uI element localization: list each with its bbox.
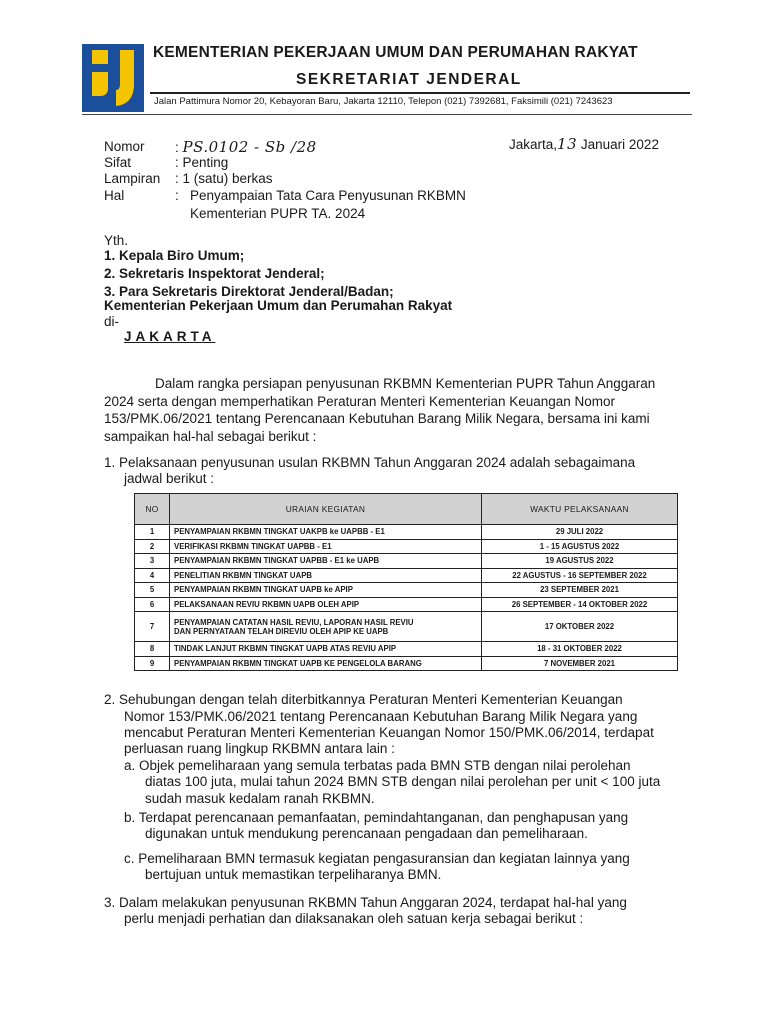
- addressee-4: Kementerian Pekerjaan Umum dan Perumahan Rakyat: [104, 298, 453, 313]
- row-activity: TINDAK LANJUT RKBMN TINGKAT UAPB ATAS REVIU APIP: [170, 642, 482, 657]
- point2-line-3: mencabut Peraturan Menteri Kementerian Keuangan Nomor 150/PMK.06/2014, terdapat: [124, 725, 654, 740]
- row-time: 7 NOVEMBER 2021: [482, 656, 678, 671]
- header-activity: URAIAN KEGIATAN: [170, 494, 482, 525]
- point2c-line-1: c. Pemeliharaan BMN termasuk kegiatan pengasuransian dan kegiatan lainnya yang: [124, 851, 630, 866]
- yth: Yth.: [104, 233, 129, 248]
- row-no: 4: [135, 568, 170, 583]
- header-no: NO: [135, 494, 170, 525]
- office-address: Jalan Pattimura Nomor 20, Kebayoran Baru, Jakarta 12110, Telepon (021) 7392681, Faksimili (021) 7243623: [154, 96, 613, 107]
- ministry-name: KEMENTERIAN PEKERJAAN UMUM DAN PERUMAHAN RAKYAT: [153, 44, 638, 61]
- intro-line-4: sampaikan hal-hal sebagai berikut :: [104, 429, 317, 444]
- schedule-table: [134, 493, 678, 671]
- hal-label: Hal: [104, 188, 125, 203]
- table-row: [135, 525, 678, 540]
- table-row: [135, 583, 678, 598]
- row-activity: PENYAMPAIAN RKBMN TINGKAT UAPBB - E1 ke UAPB: [170, 554, 482, 569]
- row-no: 9: [135, 656, 170, 671]
- letterhead-divider: [82, 114, 692, 115]
- unit-name: SEKRETARIAT JENDERAL: [296, 71, 522, 88]
- row-activity-line-1: PENYAMPAIAN CATATAN HASIL REVIU, LAPORAN HASIL REVIU: [174, 617, 414, 627]
- row-activity: PELAKSANAAN REVIU RKBMN UAPB OLEH APIP: [170, 597, 482, 612]
- addressee-2: 2. Sekretaris Inspektorat Jenderal;: [104, 266, 325, 281]
- hal-line-1: Penyampaian Tata Cara Penyusunan RKBMN: [190, 188, 466, 203]
- row-no: 1: [135, 525, 170, 540]
- table-header-row: [135, 494, 678, 525]
- row-activity: [170, 612, 482, 642]
- row-no: 2: [135, 539, 170, 554]
- addressee-3: 3. Para Sekretaris Direktorat Jenderal/Badan;: [104, 284, 394, 299]
- sifat-label: Sifat: [104, 155, 132, 170]
- point2a-line-3: sudah masuk kedalam ranah RKBMN.: [145, 791, 375, 806]
- point1-line-2: jadwal berikut :: [124, 471, 215, 486]
- intro-line-1: Dalam rangka persiapan penyusunan RKBMN Kementerian PUPR Tahun Anggaran: [155, 376, 656, 391]
- point2b-line-1: b. Terdapat perencanaan pemanfaatan, pemindahtanganan, dan penghapusan yang: [124, 810, 629, 825]
- point2a-line-2: diatas 100 juta, mulai tahun 2024 BMN STB dengan nilai perolehan per unit < 100 juta: [145, 774, 661, 789]
- date-month-year: Januari 2022: [580, 137, 659, 152]
- intro-line-2: 2024 serta dengan memperhatikan Peraturan Menteri Kementerian Keuangan Nomor: [104, 394, 616, 409]
- table-row: [135, 597, 678, 612]
- row-time: 29 JULI 2022: [482, 525, 678, 540]
- row-time: 23 SEPTEMBER 2021: [482, 583, 678, 598]
- row-no: 8: [135, 642, 170, 657]
- pupr-logo: [82, 44, 144, 112]
- header-time: WAKTU PELAKSANAAN: [482, 494, 678, 525]
- point2a-line-1: a. Objek pemeliharaan yang semula terbatas pada BMN STB dengan nilai perolehan: [124, 758, 631, 773]
- table-row: [135, 656, 678, 671]
- row-time: 18 - 31 OKTOBER 2022: [482, 642, 678, 657]
- table-row: [135, 568, 678, 583]
- row-no: 3: [135, 554, 170, 569]
- row-activity: PENYAMPAIAN RKBMN TINGKAT UAPB KE PENGELOLA BARANG: [170, 656, 482, 671]
- nomor-value: PS.0102 - Sb /28: [182, 138, 317, 156]
- table-row: [135, 554, 678, 569]
- row-time: 1 - 15 AGUSTUS 2022: [482, 539, 678, 554]
- row-time: 22 AGUSTUS - 16 SEPTEMBER 2022: [482, 568, 678, 583]
- point3-line-1: 3. Dalam melakukan penyusunan RKBMN Tahun Anggaran 2024, terdapat hal-hal yang: [104, 895, 627, 910]
- row-activity: PENELITIAN RKBMN TINGKAT UAPB: [170, 568, 482, 583]
- sifat-value: : Penting: [175, 155, 229, 170]
- intro-line-3: 153/PMK.06/2021 tentang Perencanaan Kebutuhan Barang Milik Negara, bersama ini kami: [104, 411, 650, 426]
- row-activity: PENYAMPAIAN RKBMN TINGKAT UAPB ke APIP: [170, 583, 482, 598]
- di-label: di-: [104, 314, 120, 329]
- date-day: 13: [557, 135, 578, 153]
- hal-colon: :: [175, 188, 179, 203]
- point2b-line-2: digunakan untuk mendukung perencanaan pengadaan dan pemeliharaan.: [145, 826, 588, 841]
- letter-date: [509, 135, 659, 153]
- letterhead-rule: [150, 92, 690, 94]
- point2-line-4: perluasan ruang lingkup RKBMN antara lain :: [124, 741, 395, 756]
- table-row: [135, 539, 678, 554]
- row-activity: VERIFIKASI RKBMN TINGKAT UAPBB - E1: [170, 539, 482, 554]
- point1-line-1: 1. Pelaksanaan penyusunan usulan RKBMN Tahun Anggaran 2024 adalah sebagaimana: [104, 455, 636, 470]
- lampiran-label: Lampiran: [104, 171, 161, 186]
- row-no: 7: [135, 612, 170, 642]
- point2-line-1: 2. Sehubungan dengan telah diterbitkannya Peraturan Menteri Kementerian Keuangan: [104, 692, 623, 707]
- nomor-field: : PS.0102 - Sb /28: [175, 138, 317, 156]
- city: JAKARTA: [124, 329, 216, 344]
- point3-line-2: perlu menjadi perhatian dan dilaksanakan oleh satuan kerja sebagai berikut :: [124, 911, 584, 926]
- row-no: 6: [135, 597, 170, 612]
- addressee-1: 1. Kepala Biro Umum;: [104, 248, 245, 263]
- nomor-label: Nomor: [104, 139, 145, 154]
- row-time: 26 SEPTEMBER - 14 OKTOBER 2022: [482, 597, 678, 612]
- point2-line-2: Nomor 153/PMK.06/2021 tentang Perencanaan Kebutuhan Barang Milik Negara yang: [124, 709, 638, 724]
- table-row: [135, 642, 678, 657]
- table-row: [135, 612, 678, 642]
- row-activity-line-2: DAN PERNYATAAN TELAH DIREVIU OLEH APIP KE UAPB: [174, 626, 389, 636]
- hal-line-2: Kementerian PUPR TA. 2024: [190, 206, 366, 221]
- row-activity: PENYAMPAIAN RKBMN TINGKAT UAKPB ke UAPBB - E1: [170, 525, 482, 540]
- row-time: 19 AGUSTUS 2022: [482, 554, 678, 569]
- row-time: 17 OKTOBER 2022: [482, 612, 678, 642]
- lampiran-value: : 1 (satu) berkas: [175, 171, 273, 186]
- date-place: Jakarta,: [509, 137, 558, 152]
- point2c-line-2: bertujuan untuk memastikan terpeliharanya BMN.: [145, 867, 442, 882]
- row-no: 5: [135, 583, 170, 598]
